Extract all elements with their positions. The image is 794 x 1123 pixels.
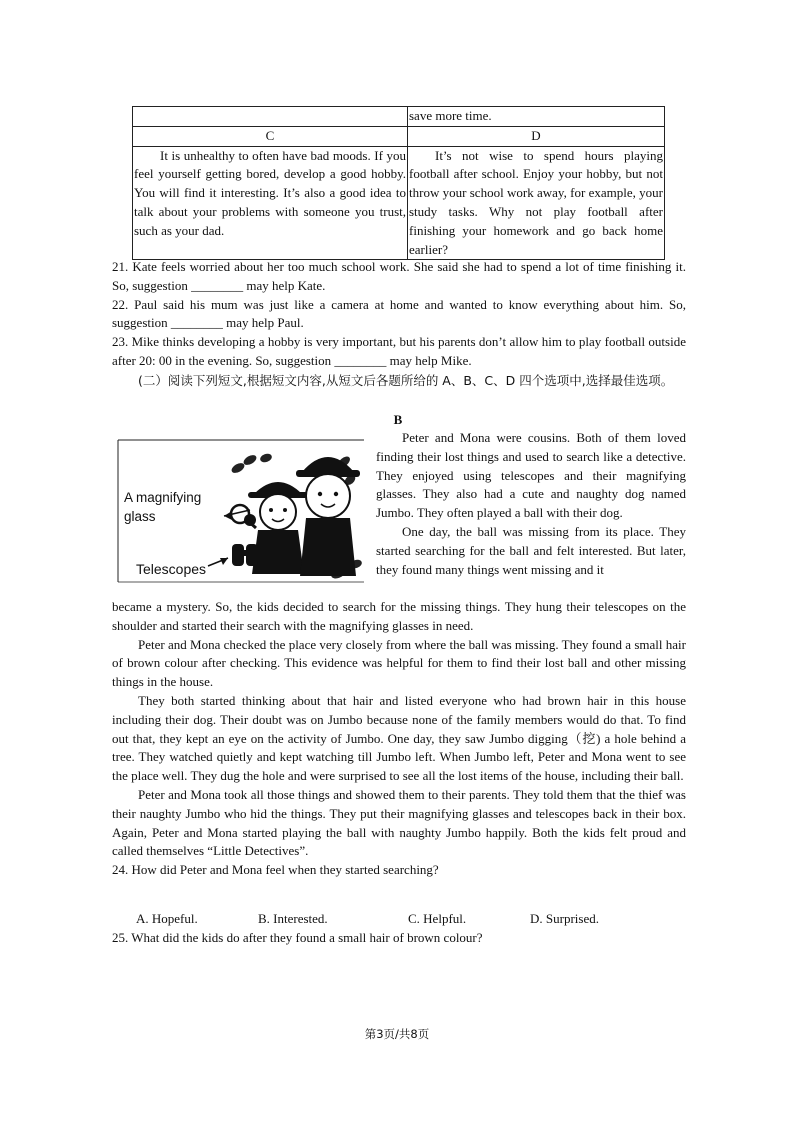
label-magnifying-glass-1: A magnifying [124, 490, 202, 505]
passage-title: B [393, 412, 403, 427]
detective-illustration [116, 436, 366, 584]
passage-body [112, 598, 686, 880]
passage-paragraph-2-end: became a mystery. So, the kids decided to search for the missing things. They hung their telescopes on the shoulder and started their search with the magnifying glasses in need. [112, 599, 686, 633]
label-magnifying-glass-2: glass [124, 509, 156, 524]
option-24-c: C. Helpful. [408, 911, 467, 926]
passage-wrapped-text [376, 429, 686, 579]
question-25: 25. What did the kids do after they found a small hair of brown colour? [112, 930, 483, 945]
page-footer: 第3页/共8页 [364, 1027, 430, 1041]
table-cell-empty [133, 107, 408, 127]
option-24-a: A. Hopeful. [136, 911, 198, 926]
question-25-block [112, 929, 686, 948]
question-24-options [136, 910, 656, 929]
table-cell-c [133, 146, 408, 260]
passage-paragraph-3: Peter and Mona checked the place very closely from where the ball was missing. They found a small hair of brown colour after checking. This evidence was helpful for them to find their lost ball and other missing things in the house. [112, 636, 686, 690]
questions-21-23 [112, 258, 686, 391]
suggestion-c-text: It is unhealthy to often have bad moods. If you feel yourself getting bored, develop a good hobby. You will find it interesting. It’s also a good idea to talk about your problems with someone you trust, such as your dad. [134, 147, 406, 238]
table-head-d: D [408, 126, 665, 146]
option-24-b: B. Interested. [258, 911, 328, 926]
table-cell-d [408, 146, 665, 260]
passage-paragraph-5: Peter and Mona took all those things and showed them to their parents. They told them that the thief was their naughty Jumbo who hid the things. They put their magnifying glasses and telescopes back in their box. Again, Peter and Mona started playing the ball with naughty Jumbo happily. Both the kids felt proud and called themselves “Little Detectives”. [112, 786, 686, 859]
table-head-c: C [133, 126, 408, 146]
suggestion-d-text: It’s not wise to spend hours playing football after school. Enjoy your hobby, but not throw your school work away, for example, your study tasks. Why not play football after finishing your homework and go back home earlier? [409, 147, 663, 257]
label-telescopes: Telescopes [136, 561, 207, 577]
passage-paragraph-1: Peter and Mona were cousins. Both of them loved finding their lost things and used to search like a detective. They enjoyed using telescopes and their magnifying glasses. They also had a cute and naughty dog named Jumbo. They often played a ball with their dog. [376, 430, 686, 521]
question-23: 23. Mike thinks developing a hobby is very important, but his parents don’t allow him to play football outside after 20: 00 in the evening. So, suggestion ________ may help Mike. [112, 334, 686, 368]
table-cell-b-end: save more time. [408, 107, 665, 127]
question-21: 21. Kate feels worried about her too much school work. She said she had to spend a lot of time finishing it. So, suggestion ________ may help Kate. [112, 259, 686, 293]
section-instruction: (二）阅读下列短文,根据短文内容,从短文后各题所给的 A、B、C、D 四个选项中,选择最佳选项。 [138, 372, 674, 388]
option-24-d: D. Surprised. [530, 911, 599, 926]
suggestion-table [132, 106, 665, 260]
detective-drawing [116, 436, 366, 584]
question-24: 24. How did Peter and Mona feel when they started searching? [112, 862, 439, 878]
passage-paragraph-4: They both started thinking about that hair and listed everyone who had brown hair in this house including their dog. Their doubt was on Jumbo because none of the family members would do that. To find out that, they kept an eye on the activity of Jumbo. One day, they saw Jumbo digging（挖) a hole behind a tree. They watched quietly and kept watching till Jumbo left. When Jumbo left, Peter and Mona went to see the place well. They dug the hole and were surprised to see all the lost items of the house, including their ball. [112, 692, 686, 784]
passage-paragraph-2-start: One day, the ball was missing from its place. They started searching for the ball and felt interested. But later, they found many things went missing and it [376, 523, 686, 577]
question-22: 22. Paul said his mum was just like a camera at home and wanted to know everything about him. So, suggestion ________ may help Paul. [112, 296, 686, 331]
